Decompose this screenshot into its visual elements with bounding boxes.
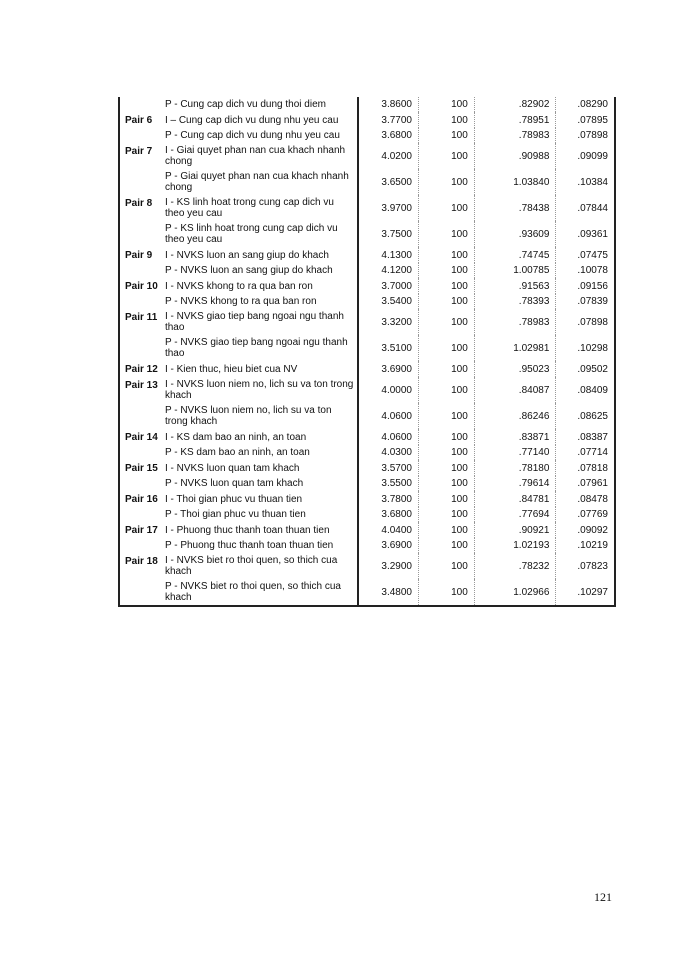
std-deviation-value: 1.03840: [474, 169, 556, 195]
std-error-mean-value: .07823: [556, 553, 615, 579]
mean-value: 3.7500: [358, 221, 418, 247]
item-label: P - Cung cap dich vu dung nhu yeu cau: [164, 130, 340, 141]
std-error-mean-value: .09156: [556, 278, 615, 294]
pair-label: [119, 403, 162, 429]
n-value: 100: [419, 403, 475, 429]
mean-value: 3.7700: [358, 112, 418, 128]
n-value: 100: [419, 538, 475, 553]
std-error-mean-value: .07961: [556, 476, 615, 491]
std-error-mean-value: .08409: [556, 377, 615, 403]
item-label: I - Giai quyet phan nan cua khach nhanh chong: [164, 145, 346, 167]
mean-value: 4.0600: [358, 429, 418, 445]
std-deviation-value: .77694: [474, 507, 556, 522]
std-error-mean-value: .09361: [556, 221, 615, 247]
mean-value: 3.2900: [358, 553, 418, 579]
pair-label: [119, 579, 162, 606]
std-error-mean-value: .08625: [556, 403, 615, 429]
table-row: [119, 335, 615, 361]
std-deviation-value: .79614: [474, 476, 556, 491]
table-body: [119, 97, 615, 606]
std-deviation-value: .82902: [474, 97, 556, 112]
n-value: 100: [419, 579, 475, 606]
item-label: P - NVKS biet ro thoi quen, so thich cua khach: [164, 581, 341, 603]
pair-label: Pair 14: [125, 432, 158, 443]
n-value: 100: [419, 247, 475, 263]
std-deviation-value: .78951: [474, 112, 556, 128]
pair-label: [119, 169, 162, 195]
n-value: 100: [419, 476, 475, 491]
table-row: [119, 476, 615, 491]
pair-label: Pair 17: [125, 525, 158, 536]
table-row: [119, 195, 615, 221]
std-deviation-value: .90921: [474, 522, 556, 538]
std-deviation-value: .78232: [474, 553, 556, 579]
std-error-mean-value: .09502: [556, 361, 615, 377]
mean-value: 3.6500: [358, 169, 418, 195]
std-deviation-value: .74745: [474, 247, 556, 263]
table-row: [119, 403, 615, 429]
mean-value: 3.4800: [358, 579, 418, 606]
pair-label: Pair 11: [125, 312, 158, 323]
n-value: 100: [419, 522, 475, 538]
item-label: P - KS linh hoat trong cung cap dich vu theo yeu cau: [164, 223, 338, 245]
mean-value: 4.1200: [358, 263, 418, 278]
mean-value: 3.9700: [358, 195, 418, 221]
table-row: [119, 361, 615, 377]
n-value: 100: [419, 221, 475, 247]
pair-label: [119, 294, 162, 309]
std-deviation-value: .83871: [474, 429, 556, 445]
n-value: 100: [419, 195, 475, 221]
table-row: [119, 221, 615, 247]
mean-value: 3.6900: [358, 361, 418, 377]
std-deviation-value: .77140: [474, 445, 556, 460]
item-label: I - Phuong thuc thanh toan thuan tien: [164, 524, 330, 536]
std-error-mean-value: .07818: [556, 460, 615, 476]
n-value: 100: [419, 429, 475, 445]
table-row: [119, 553, 615, 579]
mean-value: 3.5500: [358, 476, 418, 491]
mean-value: 3.7800: [358, 491, 418, 507]
pair-label: [119, 97, 162, 112]
pair-label: Pair 18: [125, 556, 158, 567]
mean-value: 3.7000: [358, 278, 418, 294]
table-row: [119, 294, 615, 309]
std-error-mean-value: .07714: [556, 445, 615, 460]
pair-label: Pair 7: [125, 146, 153, 157]
table-row: [119, 538, 615, 553]
table-row: [119, 445, 615, 460]
mean-value: 3.5700: [358, 460, 418, 476]
item-label: I - NVKS giao tiep bang ngoai ngu thanh thao: [164, 311, 344, 333]
std-error-mean-value: .07895: [556, 112, 615, 128]
std-error-mean-value: .10219: [556, 538, 615, 553]
n-value: 100: [419, 309, 475, 335]
std-error-mean-value: .07475: [556, 247, 615, 263]
pair-label: Pair 10: [125, 281, 158, 292]
table-row: [119, 263, 615, 278]
std-error-mean-value: .10297: [556, 579, 615, 606]
std-deviation-value: 1.00785: [474, 263, 556, 278]
n-value: 100: [419, 445, 475, 460]
std-error-mean-value: .10298: [556, 335, 615, 361]
pair-label: [119, 335, 162, 361]
table-row: [119, 507, 615, 522]
n-value: 100: [419, 143, 475, 169]
table-row: [119, 491, 615, 507]
std-deviation-value: .78438: [474, 195, 556, 221]
std-error-mean-value: .07844: [556, 195, 615, 221]
item-label: I - KS linh hoat trong cung cap dich vu theo yeu cau: [164, 197, 334, 219]
pair-label: Pair 12: [125, 364, 158, 375]
item-label: P - Phuong thuc thanh toan thuan tien: [164, 540, 334, 551]
table-row: [119, 460, 615, 476]
table-row: [119, 309, 615, 335]
std-deviation-value: .86246: [474, 403, 556, 429]
table-row: [119, 143, 615, 169]
table-row: [119, 377, 615, 403]
table-row: [119, 112, 615, 128]
pair-label: Pair 16: [125, 494, 158, 505]
item-label: P - NVKS luon quan tam khach: [164, 478, 304, 489]
pair-label: [119, 445, 162, 460]
table-row: [119, 97, 615, 112]
item-label: P - NVKS giao tiep bang ngoai ngu thanh thao: [164, 337, 348, 359]
mean-value: 3.5400: [358, 294, 418, 309]
item-label: P - NVKS luon niem no, lich su va ton trong khach: [164, 405, 332, 427]
item-label: I - KS dam bao an ninh, an toan: [164, 431, 307, 443]
pair-label: [119, 476, 162, 491]
std-deviation-value: .84087: [474, 377, 556, 403]
n-value: 100: [419, 97, 475, 112]
page-number: 121: [594, 890, 612, 904]
item-label: P - Giai quyet phan nan cua khach nhanh chong: [164, 171, 349, 193]
n-value: 100: [419, 128, 475, 143]
pair-label: [119, 128, 162, 143]
table-row: [119, 169, 615, 195]
item-label: I - NVKS luon an sang giup do khach: [164, 249, 329, 261]
n-value: 100: [419, 361, 475, 377]
pair-label: Pair 6: [125, 115, 153, 126]
n-value: 100: [419, 507, 475, 522]
mean-value: 3.6800: [358, 128, 418, 143]
mean-value: 3.8600: [358, 97, 418, 112]
table-row: [119, 278, 615, 294]
mean-value: 4.0300: [358, 445, 418, 460]
std-deviation-value: .78983: [474, 128, 556, 143]
item-label: P - KS dam bao an ninh, an toan: [164, 447, 310, 458]
paired-samples-statistics-table: [118, 97, 616, 607]
std-error-mean-value: .08387: [556, 429, 615, 445]
item-label: I - NVKS luon niem no, lich su va ton trong khach: [164, 379, 354, 401]
std-deviation-value: .91563: [474, 278, 556, 294]
pair-label: [119, 538, 162, 553]
n-value: 100: [419, 377, 475, 403]
n-value: 100: [419, 553, 475, 579]
table-row: [119, 429, 615, 445]
std-deviation-value: .78983: [474, 309, 556, 335]
std-error-mean-value: .09099: [556, 143, 615, 169]
pair-label: Pair 15: [125, 463, 158, 474]
std-deviation-value: .78393: [474, 294, 556, 309]
mean-value: 4.0400: [358, 522, 418, 538]
item-label: P - NVKS khong to ra qua ban ron: [164, 296, 317, 307]
std-deviation-value: .95023: [474, 361, 556, 377]
std-error-mean-value: .07769: [556, 507, 615, 522]
item-label: I - NVKS biet ro thoi quen, so thich cua khach: [164, 555, 338, 577]
std-error-mean-value: .10078: [556, 263, 615, 278]
std-error-mean-value: .08290: [556, 97, 615, 112]
n-value: 100: [419, 263, 475, 278]
n-value: 100: [419, 169, 475, 195]
std-error-mean-value: .08478: [556, 491, 615, 507]
mean-value: 3.6800: [358, 507, 418, 522]
std-deviation-value: .84781: [474, 491, 556, 507]
pair-label: Pair 8: [125, 198, 153, 209]
std-error-mean-value: .07898: [556, 128, 615, 143]
pair-label: [119, 263, 162, 278]
pair-label: [119, 221, 162, 247]
std-deviation-value: 1.02966: [474, 579, 556, 606]
std-deviation-value: 1.02981: [474, 335, 556, 361]
std-deviation-value: .90988: [474, 143, 556, 169]
table-row: [119, 522, 615, 538]
table-row: [119, 247, 615, 263]
std-error-mean-value: .09092: [556, 522, 615, 538]
item-label: I - NVKS luon quan tam khach: [164, 462, 300, 474]
std-error-mean-value: .10384: [556, 169, 615, 195]
std-deviation-value: 1.02193: [474, 538, 556, 553]
pair-label: Pair 13: [125, 380, 158, 391]
pair-label: [119, 507, 162, 522]
n-value: 100: [419, 460, 475, 476]
n-value: 100: [419, 491, 475, 507]
n-value: 100: [419, 112, 475, 128]
item-label: P - Cung cap dich vu dung thoi diem: [164, 99, 326, 110]
std-error-mean-value: .07898: [556, 309, 615, 335]
mean-value: 4.0200: [358, 143, 418, 169]
n-value: 100: [419, 278, 475, 294]
item-label: I – Cung cap dich vu dung nhu yeu cau: [164, 114, 339, 126]
std-deviation-value: .78180: [474, 460, 556, 476]
n-value: 100: [419, 294, 475, 309]
n-value: 100: [419, 335, 475, 361]
std-deviation-value: .93609: [474, 221, 556, 247]
mean-value: 3.6900: [358, 538, 418, 553]
mean-value: 3.3200: [358, 309, 418, 335]
item-label: P - NVKS luon an sang giup do khach: [164, 265, 333, 276]
mean-value: 4.0000: [358, 377, 418, 403]
mean-value: 4.1300: [358, 247, 418, 263]
table-row: [119, 579, 615, 606]
item-label: I - NVKS khong to ra qua ban ron: [164, 280, 313, 292]
table-row: [119, 128, 615, 143]
item-label: P - Thoi gian phuc vu thuan tien: [164, 509, 306, 520]
mean-value: 3.5100: [358, 335, 418, 361]
item-label: I - Thoi gian phuc vu thuan tien: [164, 493, 303, 505]
item-label: I - Kien thuc, hieu biet cua NV: [164, 363, 298, 375]
pair-label: Pair 9: [125, 250, 153, 261]
std-error-mean-value: .07839: [556, 294, 615, 309]
mean-value: 4.0600: [358, 403, 418, 429]
